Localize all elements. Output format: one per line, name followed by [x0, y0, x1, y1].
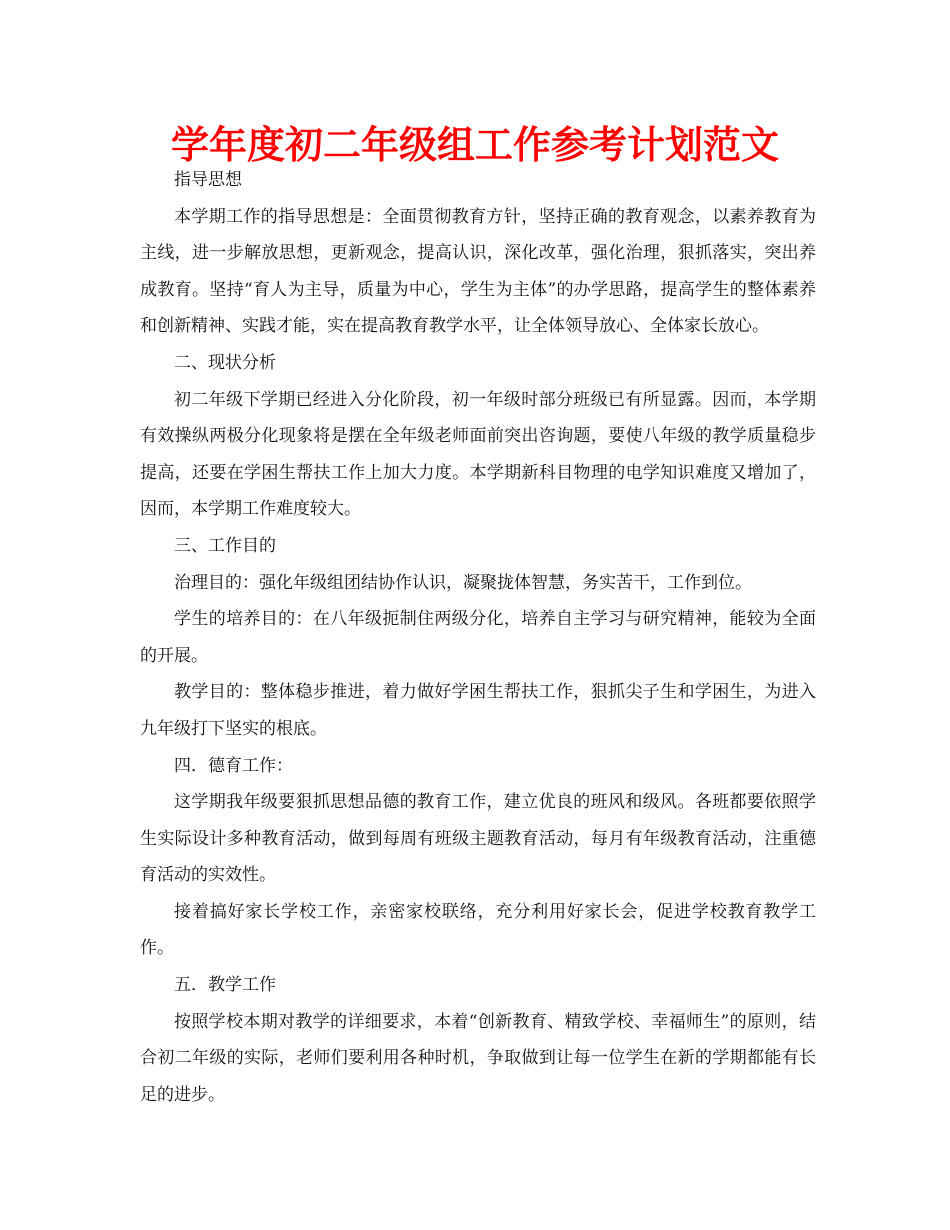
document-title: 学年度初二年级组工作参考计划范文 [170, 123, 779, 167]
paragraph-status-analysis: 初二年级下学期已经进入分化阶段，初一年级时部分班级已有所显露。因而，本学期有效操纵两极分化现象将是摆在全年级老师面前突出咨询题，要使八年级的教学质量稳步提高，还要在学困生帮扶工作上加大力度。本学期新科目物理的电学知识难度又增加了，因而，本学期工作难度较大。 [140, 389, 816, 520]
paragraph-parent-school: 接着搞好家长学校工作，亲密家校联络，充分利用好家长会，促进学校教育教学工作。 [140, 901, 816, 959]
paragraph-teaching-goal: 教学目的：整体稳步推进，着力做好学困生帮扶工作，狠抓尖子生和学困生，为进入九年级打下坚实的根底。 [140, 682, 816, 739]
section-heading-moral-education: 四．德育工作： [174, 755, 293, 776]
paragraph-management-goal: 治理目的：强化年级组团结协作认识，凝聚拢体智慧，务实苦干，工作到位。 [174, 572, 752, 593]
section-heading-status-analysis: 二、现状分析 [174, 352, 276, 373]
section-heading-teaching-work: 五．教学工作 [174, 975, 276, 996]
section-heading-work-goals: 三、工作目的 [174, 535, 276, 556]
document-body [140, 162, 816, 1113]
paragraph-moral-education: 这学期我年级要狠抓思想品德的教育工作，建立优良的班风和级风。各班都要依照学生实际设计多种教育活动，做到每周有班级主题教育活动，每月有年级教育活动，注重德育活动的实效性。 [140, 792, 816, 886]
section-heading-guiding-thought: 指导思想 [174, 170, 242, 190]
paragraph-teaching-work: 按照学校本期对教学的详细要求，本着“创新教育、精致学校、幸福师生”的原则，结合初二年级的实际，老师们要利用各种时机，争取做到让每一位学生在新的学期都能有长足的进步。 [140, 1011, 816, 1105]
paragraph-guiding-thought: 本学期工作的指导思想是：全面贯彻教育方针，坚持正确的教育观念，以素养教育为主线，进一步解放思想，更新观念，提高认识，深化改革，强化治理，狠抓落实，突出养成教育。坚持“育人为主导，质量为中心，学生为主体”的办学思路，提高学生的整体素养和创新精神、实践才能，实在提高教育教学水平，让全体领导放心、全体家长放心。 [140, 206, 816, 337]
paragraph-student-goal: 学生的培养目的：在八年级扼制住两级分化，培养自主学习与研究精神，能较为全面的开展。 [140, 609, 816, 666]
